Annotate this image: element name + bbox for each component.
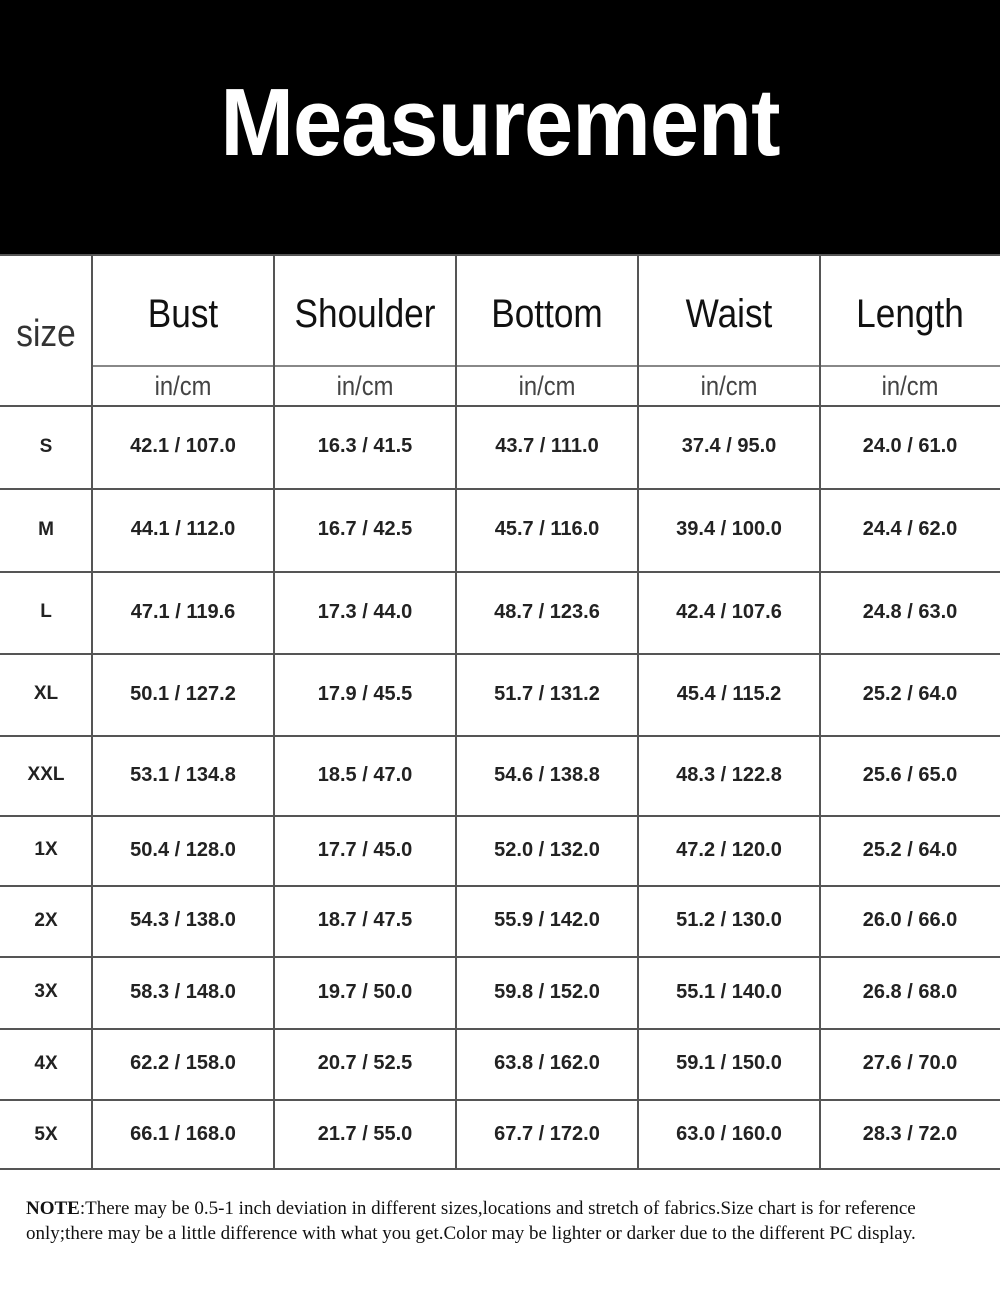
size-cell: XXL (27, 764, 65, 785)
measurement-cell: 39.4 / 100.0 (676, 518, 782, 540)
measurement-cell: 42.1 / 107.0 (130, 435, 236, 457)
unit-label: in/cm (336, 370, 394, 401)
column-header-bust: Bust (147, 291, 219, 336)
column-header-waist: Waist (685, 291, 773, 336)
title-banner (0, 0, 1000, 254)
note-text (26, 1196, 966, 1246)
size-cell: 5X (34, 1123, 58, 1145)
measurement-cell: 37.4 / 95.0 (681, 435, 777, 457)
measurement-cell: 54.6 / 138.8 (494, 763, 600, 786)
measurement-cell: 51.2 / 130.0 (676, 909, 782, 931)
measurement-cell: 59.8 / 152.0 (494, 980, 600, 1003)
column-header-shoulder: Shoulder (294, 291, 436, 336)
measurement-cell: 16.3 / 41.5 (317, 435, 413, 457)
measurement-cell: 43.7 / 111.0 (495, 435, 599, 457)
size-cell: 4X (34, 1052, 58, 1074)
unit-label: in/cm (881, 370, 939, 401)
measurement-cell: 63.0 / 160.0 (676, 1123, 782, 1145)
measurement-cell: 55.9 / 142.0 (494, 909, 600, 931)
size-cell: S (39, 435, 53, 457)
column-header-bottom: Bottom (491, 291, 603, 336)
grid-hline (0, 254, 1000, 256)
note-body: :There may be 0.5-1 inch deviation in different sizes,locations and stretch of fabrics.Size chart is for reference only;there may be a little difference with what you get.Color may be lighter or darker due to the different PC display. (26, 1198, 916, 1244)
size-chart-table (0, 254, 1000, 1170)
unit-label: in/cm (154, 370, 212, 401)
measurement-cell: 58.3 / 148.0 (130, 980, 236, 1003)
measurement-cell: 66.1 / 168.0 (130, 1123, 236, 1145)
size-cell: 1X (34, 839, 58, 860)
measurement-cell: 62.2 / 158.0 (130, 1052, 236, 1074)
measurement-cell: 16.7 / 42.5 (317, 518, 413, 540)
measurement-cell: 53.1 / 134.8 (130, 763, 236, 786)
measurement-cell: 17.7 / 45.0 (317, 838, 413, 861)
measurement-cell: 47.2 / 120.0 (676, 838, 782, 861)
measurement-cell: 19.7 / 50.0 (317, 980, 413, 1003)
size-cell: M (38, 518, 54, 540)
measurement-cell: 21.7 / 55.0 (317, 1123, 413, 1145)
measurement-cell: 48.3 / 122.8 (676, 763, 782, 786)
measurement-cell: 28.3 / 72.0 (862, 1123, 958, 1145)
column-header-length: Length (856, 291, 964, 336)
measurement-cell: 17.9 / 45.5 (317, 682, 413, 705)
size-cell: XL (33, 683, 59, 704)
measurement-cell: 17.3 / 44.0 (317, 600, 413, 623)
measurement-cell: 18.5 / 47.0 (317, 763, 413, 786)
measurement-cell: 26.0 / 66.0 (862, 909, 958, 931)
measurement-cell: 67.7 / 172.0 (494, 1123, 600, 1145)
size-column-header: size (16, 312, 76, 355)
measurement-cell: 24.0 / 61.0 (862, 435, 958, 457)
measurement-cell: 63.8 / 162.0 (494, 1052, 600, 1074)
measurement-cell: 54.3 / 138.0 (130, 909, 236, 931)
measurement-cell: 26.8 / 68.0 (862, 980, 958, 1003)
note-label: NOTE (26, 1198, 80, 1219)
measurement-cell: 45.4 / 115.2 (676, 682, 782, 705)
measurement-cell: 27.6 / 70.0 (862, 1052, 958, 1074)
size-cell: L (40, 601, 52, 622)
measurement-cell: 24.4 / 62.0 (862, 518, 958, 540)
measurement-cell: 50.4 / 128.0 (130, 838, 236, 861)
measurement-cell: 24.8 / 63.0 (862, 600, 958, 623)
measurement-cell: 59.1 / 150.0 (676, 1052, 782, 1074)
unit-label: in/cm (700, 370, 758, 401)
measurement-cell: 20.7 / 52.5 (317, 1052, 413, 1074)
measurement-cell: 18.7 / 47.5 (317, 909, 413, 931)
measurement-cell: 25.2 / 64.0 (862, 682, 958, 705)
measurement-cell: 52.0 / 132.0 (494, 838, 600, 861)
measurement-cell: 50.1 / 127.2 (130, 682, 236, 705)
measurement-cell: 44.1 / 112.0 (130, 518, 236, 540)
measurement-cell: 47.1 / 119.6 (130, 600, 236, 623)
measurement-cell: 45.7 / 116.0 (494, 518, 600, 540)
page-title: Measurement (220, 69, 780, 176)
measurement-cell: 25.2 / 64.0 (862, 838, 958, 861)
unit-label: in/cm (518, 370, 576, 401)
size-cell: 3X (34, 981, 58, 1002)
measurement-cell: 25.6 / 65.0 (862, 763, 958, 786)
measurement-cell: 51.7 / 131.2 (494, 682, 600, 705)
measurement-cell: 48.7 / 123.6 (494, 600, 600, 623)
size-cell: 2X (34, 909, 58, 931)
measurement-cell: 55.1 / 140.0 (676, 980, 782, 1003)
measurement-cell: 42.4 / 107.6 (676, 600, 782, 623)
